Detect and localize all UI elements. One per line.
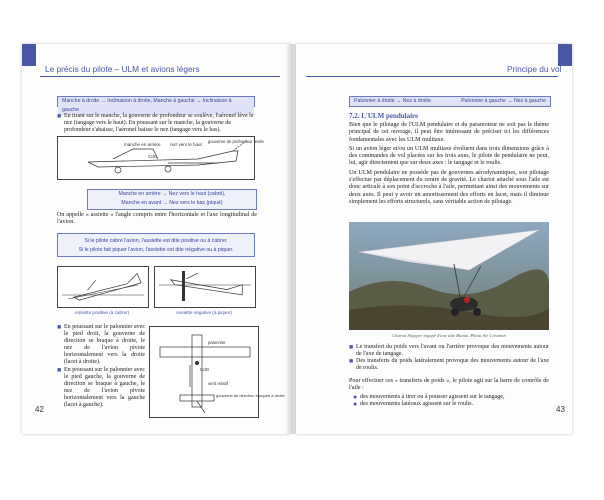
section-title: 7.2. L'ULM pendulaire	[349, 112, 419, 120]
fig3-label-cg: CdG	[200, 367, 210, 372]
left-para-pitch-text: En tirant sur le manche, la gouverne de profondeur se soulève, l'aéronef lève le nez (tangage vers le haut). En poussant sur le manche, la gouverne de profondeur s'abaisse, l'aéronef baisse le nez (tangage vers le bas).	[64, 113, 254, 133]
left-bullets-rudder	[57, 324, 145, 409]
fig3-label-pedal: palonnier	[208, 340, 226, 345]
right-para-intro: Bien que le pilotage de l'ULM pendulaire et du paramoteur ne soit pas le thème principal de cet ouvrage, il peut être intéressant de préciser ici les différences fondamentales avec les ULM multiaxe.	[349, 122, 549, 143]
right-box-rudder	[349, 96, 551, 107]
bullet-icon: ●	[353, 400, 358, 408]
photo-trike	[349, 222, 549, 330]
left-bullet-rudder-left: En poussant sur le palonnier avec le pied gauche, la gouverne de direction se braque à gauche, le nez de l'avion pivote horizontalement vers la gauche (lacet à gauche).	[64, 367, 145, 408]
right-para-axes: Si un avion léger et/ou un ULM multiaxe évoluent dans trois dimensions grâce à des commandes de vol placées sur les trois axes, le pilote de pendulaire ne peut, lui, agir directement que sur deux axes : le tangage et le roulis.	[349, 145, 549, 167]
left-box-elevator	[87, 189, 257, 210]
left-box-elevator-line2: Manche en avant → Nez vers le bas (piqué)	[121, 200, 223, 206]
right-bullets-bar	[353, 394, 549, 408]
right-running-header: Principe du vol	[507, 64, 562, 74]
fig1-label-elevator: gouverne de profondeur levée	[208, 139, 264, 144]
left-box-attitude-line2: Si le pilote fait piquer l'avion, l'assiette est dite négative ou à piquer.	[78, 247, 234, 253]
bullet-icon: ■	[349, 343, 354, 351]
figure-attitude-negative	[154, 266, 256, 308]
left-box-roll	[57, 96, 255, 113]
caption-attitude-negative: Assiette négative (à piquer)	[176, 310, 232, 315]
fig1-label-stick: manche en arrière	[124, 142, 161, 147]
right-corner-tab	[558, 44, 572, 66]
right-bullet-pitch: Le transfert du poids vers l'avant ou l'arrière provoque des mouvements autour de l'axe de tangage.	[356, 344, 549, 357]
left-box-attitude	[57, 233, 255, 257]
fig1-label-cg: CdG	[148, 154, 158, 159]
bullet-icon: ■	[57, 112, 62, 120]
right-page-number: 43	[556, 405, 565, 414]
left-box-elevator-line1: Manche en arrière → Nez vers le haut (cabré),	[118, 191, 226, 197]
bullet-icon: ●	[353, 393, 358, 401]
bullet-icon: ■	[57, 323, 62, 331]
right-para-weightshift: Un ULM pendulaire ne possède pas de gouvernes aérodynamiques, son pilotage s'effectue par déplacement du centre de gravité. Le chariot attaché sous l'aile est donc articulé à son point d'accroche à l'aile, permettant ainsi des mouvements sur deux axes. Il peut y avoir un amortissement des efforts en lacet, mais il diminue simplement les efforts structurels, sans véritable action de pilotage.	[349, 169, 549, 205]
left-para-attitude: On appelle « assiette » l'angle compris entre l'horizontale et l'axe longitudinal de l'avion.	[57, 212, 257, 226]
figure-attitude-positive	[57, 266, 149, 308]
photo-caption: Chariot Skypper équipé d'une aile Bionix. Photo Air Création	[392, 333, 506, 338]
bullet-icon: ■	[57, 366, 62, 374]
left-para-pitch	[57, 113, 257, 134]
photo-caption-wrap	[349, 333, 549, 338]
left-bullet-rudder-right: En poussant sur le palonnier avec le pied droit, la gouverne de direction se braque à droite, le nez de l'avion pivote horizontalement vers la droite (lacet à droite).	[64, 324, 145, 365]
left-page-number: 42	[35, 405, 44, 414]
left-header-rule	[40, 76, 280, 77]
right-para-bar: Pour effectuer ces « transferts de poids », le pilote agit sur la barre de contrôle de l'aile :	[349, 378, 549, 392]
right-body-text	[349, 122, 549, 208]
fig1-label-nose-up: nez vers le haut	[170, 142, 202, 147]
fig3-label-rudder: gouverne de direction braquée à droite	[216, 393, 285, 398]
left-corner-tab	[22, 44, 36, 66]
caption-attitude-positive: Assiette positive (à cabrer)	[74, 310, 130, 315]
right-box-rudder-right: Palonnier à gauche → Nez à gauche	[461, 98, 546, 104]
left-running-header: Le précis du pilote – ULM et avions légers	[45, 64, 200, 74]
right-bullets-weight	[349, 344, 549, 372]
left-box-attitude-line1: Si le pilote cabre l'avion, l'assiette est dite positive ou à cabrer.	[84, 238, 228, 244]
figure-pitch-diagram	[57, 136, 264, 180]
right-header-rule	[306, 76, 558, 77]
bullet-icon: ■	[349, 357, 354, 365]
right-bullet-roll: Des transferts du poids latéralement provoque des mouvements autour de l'axe de roulis.	[356, 358, 549, 371]
figure-yaw-diagram	[149, 326, 285, 418]
fig3-label-wind: vent relatif	[208, 381, 228, 386]
right-bullet-pull-push: des mouvements à tirer ou à pousser agissent sur le tangage,	[360, 394, 505, 400]
left-box-roll-text: Manche à droite → Inclinaison à droite, Manche à gauche → Inclinaison à gauche	[58, 97, 254, 115]
right-bullet-lateral: des mouvements latéraux agissent sur le roulis.	[360, 401, 474, 407]
right-box-rudder-left: Palonnier à droite → Nez à droite	[354, 98, 431, 104]
